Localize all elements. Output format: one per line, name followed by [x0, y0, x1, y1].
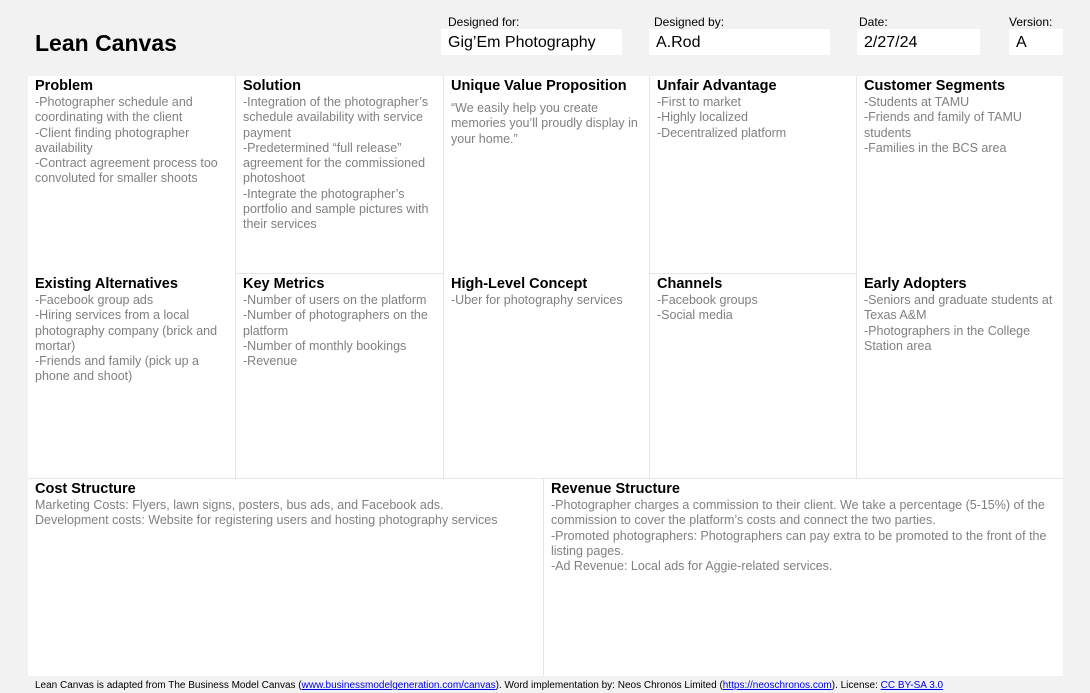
solution-body: -Integration of the photographer’s schedule availability with service payment -Predetermined “full release” agreement for the commissioned photoshoot -Integrate the photographer’s portfolio and sample pictures with their services: [243, 95, 429, 232]
customer-segments-body: -Students at TAMU -Friends and family of TAMU students -Families in the BCS area: [864, 95, 1022, 155]
revenue-structure-title: Revenue Structure: [551, 481, 680, 497]
key-metrics-title: Key Metrics: [243, 276, 325, 292]
revenue-structure-block[interactable]: [544, 479, 1063, 676]
license-link[interactable]: CC BY-SA 3.0: [880, 680, 944, 691]
unfair-advantage-title: Unfair Advantage: [657, 78, 777, 94]
customer-segments-title: Customer Segments: [864, 78, 1006, 94]
solution-block[interactable]: [236, 76, 443, 273]
designed-by-field[interactable]: A.Rod: [649, 29, 830, 55]
high-level-concept-block[interactable]: [444, 274, 649, 478]
footer-text: ). License:: [831, 680, 881, 691]
high-level-concept-title: High-Level Concept: [451, 276, 588, 292]
designed-by-label: Designed by:: [654, 15, 725, 29]
cost-structure-block[interactable]: [28, 479, 543, 676]
uvp-body: “We easily help you create memories you’ll proudly display in your home.”: [451, 101, 638, 146]
lean-canvas-grid: [28, 76, 1063, 676]
customer-segments-block[interactable]: [857, 76, 1063, 273]
cost-structure-body: Marketing Costs: Flyers, lawn signs, posters, bus ads, and Facebook ads. Development costs: Website for registering users and hosting photography services: [35, 498, 498, 528]
designed-for-label: Designed for:: [448, 15, 520, 29]
early-adopters-body: -Seniors and graduate students at Texas A&M -Photographers in the College Station area: [864, 293, 1053, 353]
neos-chronos-link[interactable]: https://neoschronos.com: [722, 680, 832, 691]
channels-block[interactable]: [650, 274, 856, 478]
key-metrics-block[interactable]: [236, 274, 443, 478]
problem-block[interactable]: [28, 76, 235, 273]
page-title: Lean Canvas: [35, 30, 177, 56]
existing-alternatives-body: -Facebook group ads -Hiring services from a local photography company (brick and mortar) -Friends and family (pick up a phone and shoot): [35, 293, 218, 384]
uvp-title: Unique Value Proposition: [451, 78, 627, 94]
solution-title: Solution: [243, 78, 301, 94]
problem-body: -Photographer schedule and coordinating with the client -Client finding photographer availability -Contract agreement process too convoluted for smaller shoots: [35, 95, 218, 186]
existing-alternatives-block[interactable]: [28, 274, 235, 478]
problem-title: Problem: [35, 78, 94, 94]
version-label: Version:: [1009, 15, 1053, 29]
uvp-block[interactable]: [444, 76, 649, 273]
channels-title: Channels: [657, 276, 723, 292]
date-label: Date:: [859, 15, 888, 29]
date-field[interactable]: 2/27/24: [857, 29, 980, 55]
business-model-link[interactable]: www.businessmodelgeneration.com/canvas: [301, 680, 496, 691]
high-level-concept-body: -Uber for photography services: [451, 293, 623, 307]
unfair-advantage-block[interactable]: [650, 76, 856, 273]
version-field[interactable]: A: [1009, 29, 1063, 55]
channels-body: -Facebook groups -Social media: [657, 293, 758, 323]
footer-text: ). Word implementation by: Neos Chronos Limited (: [495, 680, 723, 691]
cost-structure-title: Cost Structure: [35, 481, 136, 497]
designed-for-field[interactable]: Gig’Em Photography: [441, 29, 622, 55]
footer-attribution: [35, 680, 943, 691]
early-adopters-block[interactable]: [857, 274, 1063, 478]
early-adopters-title: Early Adopters: [864, 276, 967, 292]
key-metrics-body: -Number of users on the platform -Number of photographers on the platform -Number of monthly bookings -Revenue: [243, 293, 428, 369]
footer-text: Lean Canvas is adapted from The Business Model Canvas (: [35, 680, 302, 691]
revenue-structure-body: -Photographer charges a commission to their client. We take a percentage (5-15%) of the commission to cover the platform’s costs and connect the two parties. -Promoted photographers: Photographers can pay extra to be promoted to the front of the listing pages. -Ad Revenue: Local ads for Aggie-related services.: [551, 498, 1047, 574]
unfair-advantage-body: -First to market -Highly localized -Decentralized platform: [657, 95, 787, 140]
existing-alternatives-title: Existing Alternatives: [35, 276, 178, 292]
